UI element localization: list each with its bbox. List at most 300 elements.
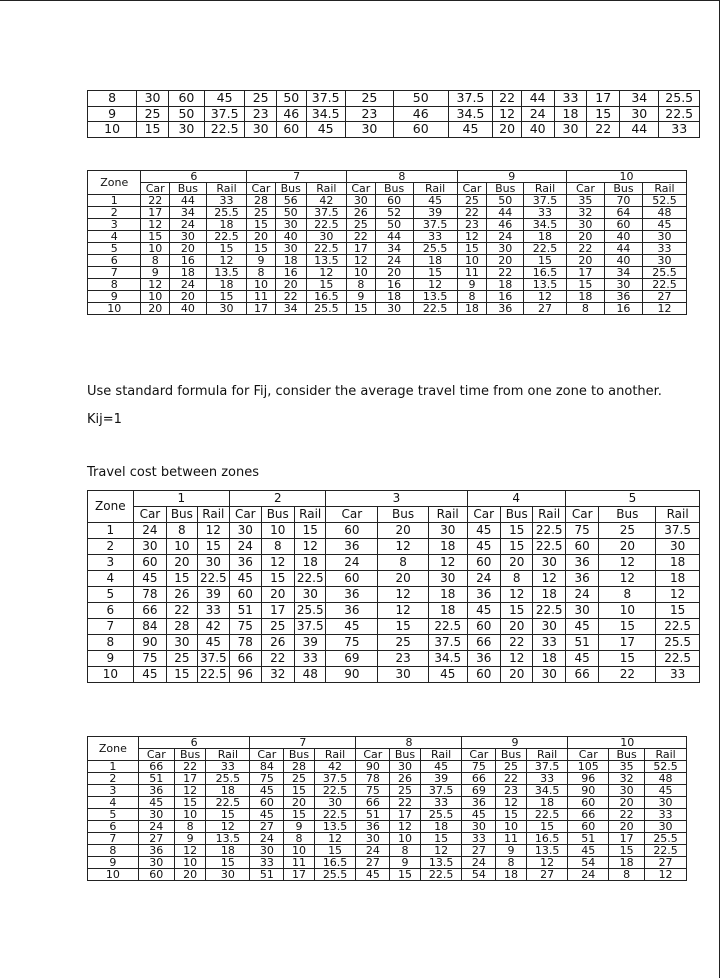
value-cell: 37.5	[413, 219, 457, 231]
value-cell: 17	[390, 809, 420, 821]
value-cell: 30	[138, 857, 174, 869]
value-cell: 40	[604, 231, 642, 243]
value-cell: 15	[206, 243, 246, 255]
value-cell: 11	[247, 291, 276, 303]
value-cell: 8	[378, 555, 429, 571]
value-cell: 13.5	[413, 291, 457, 303]
value-cell: 15	[457, 243, 487, 255]
mode-header: Car	[566, 183, 604, 195]
value-cell: 20	[169, 243, 206, 255]
value-cell: 8	[167, 523, 197, 539]
value-cell: 15	[496, 809, 526, 821]
value-cell: 33	[206, 195, 246, 207]
value-cell: 36	[326, 603, 378, 619]
value-cell: 15	[587, 106, 620, 122]
value-cell: 22.5	[306, 243, 346, 255]
value-cell: 30	[306, 231, 346, 243]
value-cell: 90	[568, 785, 609, 797]
zone-cell: 1	[88, 761, 139, 773]
value-cell: 10	[457, 255, 487, 267]
value-cell: 18	[206, 785, 250, 797]
travel-cost-table-zones-6-10	[87, 736, 687, 881]
table-row	[88, 523, 700, 539]
value-cell: 17	[566, 267, 604, 279]
value-cell: 36	[138, 785, 174, 797]
value-cell: 15	[284, 785, 314, 797]
value-cell: 18	[457, 303, 487, 315]
value-cell: 12	[533, 571, 565, 587]
value-cell: 30	[356, 833, 390, 845]
value-cell: 36	[467, 651, 500, 667]
value-cell: 17	[174, 773, 206, 785]
value-cell: 37.5	[295, 619, 326, 635]
value-cell: 18	[169, 267, 206, 279]
value-cell: 30	[390, 761, 420, 773]
value-cell: 22.5	[526, 809, 568, 821]
value-cell: 22.5	[656, 651, 700, 667]
value-cell: 30	[245, 122, 277, 138]
value-cell: 30	[656, 539, 700, 555]
value-cell: 13.5	[526, 845, 568, 857]
table-row	[88, 91, 700, 107]
value-cell: 25	[347, 219, 376, 231]
value-cell: 12	[378, 587, 429, 603]
value-cell: 18	[428, 587, 467, 603]
value-cell: 25	[599, 523, 656, 539]
value-cell: 22	[501, 635, 533, 651]
value-cell: 25.5	[206, 773, 250, 785]
zone-group-header: 10	[568, 737, 687, 749]
mode-header: Rail	[420, 749, 462, 761]
value-cell: 30	[428, 571, 467, 587]
value-cell: 15	[526, 821, 568, 833]
table-row	[88, 255, 687, 267]
value-cell: 9	[457, 279, 487, 291]
value-cell: 15	[501, 539, 533, 555]
value-cell: 13.5	[314, 821, 356, 833]
zone-group-header: 4	[467, 491, 565, 507]
value-cell: 25.5	[420, 809, 462, 821]
zone-group-header: 7	[250, 737, 356, 749]
value-cell: 69	[462, 785, 496, 797]
value-cell: 50	[487, 195, 524, 207]
value-cell: 22	[609, 809, 645, 821]
value-cell: 40	[275, 231, 306, 243]
value-cell: 60	[568, 821, 609, 833]
value-cell: 36	[138, 845, 174, 857]
value-cell: 75	[356, 785, 390, 797]
value-cell: 25	[345, 91, 393, 107]
value-cell: 66	[462, 773, 496, 785]
table-row	[88, 539, 700, 555]
mode-header: Bus	[167, 507, 197, 523]
value-cell: 17	[141, 207, 170, 219]
zone-header: Zone	[88, 171, 141, 195]
zone-cell: 7	[88, 833, 139, 845]
value-cell: 24	[487, 231, 524, 243]
value-cell: 34.5	[306, 106, 345, 122]
zone-cell: 9	[88, 857, 139, 869]
value-cell: 96	[568, 773, 609, 785]
value-cell: 30	[169, 231, 206, 243]
zone-cell: 9	[88, 651, 134, 667]
table-row	[88, 761, 687, 773]
value-cell: 12	[457, 231, 487, 243]
value-cell: 48	[642, 207, 686, 219]
value-cell: 52	[375, 207, 413, 219]
value-cell: 8	[566, 303, 604, 315]
value-cell: 15	[413, 267, 457, 279]
mode-header: Rail	[306, 183, 346, 195]
value-cell: 28	[284, 761, 314, 773]
value-cell: 8	[284, 833, 314, 845]
value-cell: 9	[496, 845, 526, 857]
mode-header: Rail	[295, 507, 326, 523]
value-cell: 17	[284, 869, 314, 881]
value-cell: 12	[206, 255, 246, 267]
value-cell: 20	[375, 267, 413, 279]
zone-group-header: 9	[462, 737, 568, 749]
value-cell: 25	[378, 635, 429, 651]
value-cell: 45	[413, 195, 457, 207]
mode-header: Bus	[275, 183, 306, 195]
value-cell: 60	[393, 122, 448, 138]
value-cell: 15	[247, 219, 276, 231]
mode-header: Car	[141, 183, 170, 195]
value-cell: 34	[275, 303, 306, 315]
value-cell: 22.5	[197, 571, 229, 587]
value-cell: 22.5	[197, 667, 229, 683]
value-cell: 18	[413, 255, 457, 267]
mode-header: Bus	[604, 183, 642, 195]
mode-header: Rail	[642, 183, 686, 195]
value-cell: 20	[174, 869, 206, 881]
value-cell: 32	[261, 667, 294, 683]
value-cell: 23	[345, 106, 393, 122]
value-cell: 60	[277, 122, 307, 138]
value-cell: 34	[375, 243, 413, 255]
value-cell: 36	[565, 555, 598, 571]
value-cell: 20	[247, 231, 276, 243]
value-cell: 17	[347, 243, 376, 255]
value-cell: 25	[496, 761, 526, 773]
value-cell: 22.5	[295, 571, 326, 587]
value-cell: 37.5	[526, 761, 568, 773]
value-cell: 8	[141, 255, 170, 267]
travel-time-table-zones-6-10	[87, 170, 687, 315]
value-cell: 22	[599, 667, 656, 683]
value-cell: 22	[587, 122, 620, 138]
value-cell: 20	[275, 279, 306, 291]
mode-header: Rail	[428, 507, 467, 523]
value-cell: 30	[295, 587, 326, 603]
mode-header: Car	[347, 183, 376, 195]
zone-group-header: 10	[566, 171, 686, 183]
value-cell: 24	[326, 555, 378, 571]
value-cell: 16.5	[524, 267, 567, 279]
value-cell: 22	[174, 761, 206, 773]
value-cell: 45	[306, 122, 345, 138]
value-cell: 12	[501, 651, 533, 667]
zone-cell: 6	[88, 603, 134, 619]
value-cell: 12	[496, 797, 526, 809]
value-cell: 24	[230, 539, 261, 555]
zone-cell: 1	[88, 523, 134, 539]
value-cell: 23	[496, 785, 526, 797]
zone-cell: 7	[88, 267, 141, 279]
value-cell: 20	[566, 231, 604, 243]
table-row	[88, 207, 687, 219]
value-cell: 33	[554, 91, 587, 107]
value-cell: 22	[347, 231, 376, 243]
value-cell: 35	[609, 761, 645, 773]
mode-header: Bus	[378, 507, 429, 523]
value-cell: 15	[206, 809, 250, 821]
value-cell: 105	[568, 761, 609, 773]
value-cell: 30	[487, 243, 524, 255]
zone-group-header: 5	[565, 491, 699, 507]
value-cell: 30	[533, 555, 565, 571]
value-cell: 66	[568, 809, 609, 821]
value-cell: 22.5	[642, 279, 686, 291]
value-cell: 69	[326, 651, 378, 667]
value-cell: 34	[169, 207, 206, 219]
value-cell: 30	[378, 667, 429, 683]
table-row	[88, 603, 700, 619]
value-cell: 45	[568, 845, 609, 857]
value-cell: 45	[356, 869, 390, 881]
value-cell: 18	[375, 291, 413, 303]
value-cell: 45	[133, 667, 166, 683]
table-row	[88, 635, 700, 651]
value-cell: 60	[138, 869, 174, 881]
value-cell: 10	[174, 857, 206, 869]
value-cell: 60	[168, 91, 204, 107]
value-cell: 13.5	[524, 279, 567, 291]
value-cell: 25	[137, 106, 169, 122]
value-cell: 12	[642, 303, 686, 315]
value-cell: 36	[487, 303, 524, 315]
value-cell: 45	[250, 785, 284, 797]
value-cell: 15	[656, 603, 700, 619]
zone-cell: 5	[88, 243, 141, 255]
value-cell: 9	[390, 857, 420, 869]
value-cell: 15	[206, 857, 250, 869]
value-cell: 23	[378, 651, 429, 667]
value-cell: 18	[526, 797, 568, 809]
value-cell: 24	[565, 587, 598, 603]
value-cell: 18	[533, 587, 565, 603]
zone-group-header: 8	[356, 737, 462, 749]
value-cell: 25	[284, 773, 314, 785]
mode-header: Rail	[206, 183, 246, 195]
value-cell: 27	[356, 857, 390, 869]
value-cell: 46	[393, 106, 448, 122]
cost-heading: Travel cost between zones	[87, 465, 260, 480]
value-cell: 30	[314, 797, 356, 809]
mode-header: Bus	[169, 183, 206, 195]
value-cell: 34.5	[448, 106, 493, 122]
mode-header: Bus	[609, 749, 645, 761]
zone-cell: 2	[88, 207, 141, 219]
value-cell: 66	[133, 603, 166, 619]
value-cell: 37.5	[197, 651, 229, 667]
value-cell: 66	[467, 635, 500, 651]
value-cell: 10	[141, 243, 170, 255]
value-cell: 9	[347, 291, 376, 303]
value-cell: 25	[245, 91, 277, 107]
value-cell: 22	[390, 797, 420, 809]
value-cell: 22	[496, 773, 526, 785]
value-cell: 20	[378, 523, 429, 539]
value-cell: 40	[521, 122, 554, 138]
mode-header: Rail	[197, 507, 229, 523]
value-cell: 30	[554, 122, 587, 138]
value-cell: 22	[167, 603, 197, 619]
value-cell: 25.5	[314, 869, 356, 881]
value-cell: 15	[284, 809, 314, 821]
mode-header: Rail	[206, 749, 250, 761]
table-row	[88, 821, 687, 833]
value-cell: 12	[501, 587, 533, 603]
value-cell: 12	[413, 279, 457, 291]
value-cell: 50	[277, 91, 307, 107]
value-cell: 39	[420, 773, 462, 785]
value-cell: 20	[141, 303, 170, 315]
value-cell: 37.5	[306, 91, 345, 107]
value-cell: 16	[275, 267, 306, 279]
mode-header: Car	[467, 507, 500, 523]
value-cell: 13.5	[206, 833, 250, 845]
value-cell: 20	[501, 619, 533, 635]
value-cell: 39	[413, 207, 457, 219]
value-cell: 37.5	[306, 207, 346, 219]
value-cell: 46	[277, 106, 307, 122]
value-cell: 36	[462, 797, 496, 809]
table-row	[88, 845, 687, 857]
value-cell: 15	[599, 619, 656, 635]
value-cell: 22	[141, 195, 170, 207]
value-cell: 30	[533, 619, 565, 635]
value-cell: 30	[138, 809, 174, 821]
zone-cell: 8	[88, 635, 134, 651]
value-cell: 22.5	[659, 106, 700, 122]
value-cell: 34	[604, 267, 642, 279]
value-cell: 34.5	[526, 785, 568, 797]
value-cell: 45	[138, 797, 174, 809]
value-cell: 15	[314, 845, 356, 857]
mode-header: Rail	[413, 183, 457, 195]
value-cell: 20	[378, 571, 429, 587]
value-cell: 12	[141, 279, 170, 291]
value-cell: 45	[197, 635, 229, 651]
mode-header: Bus	[375, 183, 413, 195]
value-cell: 16.5	[314, 857, 356, 869]
value-cell: 8	[347, 279, 376, 291]
zone-group-header: 3	[326, 491, 467, 507]
value-cell: 16	[487, 291, 524, 303]
zone-cell: 7	[88, 619, 134, 635]
value-cell: 25	[261, 619, 294, 635]
value-cell: 15	[501, 523, 533, 539]
table-row	[88, 291, 687, 303]
table-row	[88, 869, 687, 881]
value-cell: 37.5	[420, 785, 462, 797]
value-cell: 60	[565, 539, 598, 555]
value-cell: 12	[493, 106, 521, 122]
zone-cell: 10	[88, 303, 141, 315]
value-cell: 37.5	[524, 195, 567, 207]
value-cell: 34.5	[428, 651, 467, 667]
table-row	[88, 833, 687, 845]
value-cell: 15	[167, 667, 197, 683]
value-cell: 15	[174, 797, 206, 809]
value-cell: 20	[501, 667, 533, 683]
value-cell: 25.5	[295, 603, 326, 619]
value-cell: 22	[261, 651, 294, 667]
value-cell: 11	[496, 833, 526, 845]
value-cell: 36	[326, 587, 378, 603]
value-cell: 17	[599, 635, 656, 651]
value-cell: 30	[167, 635, 197, 651]
value-cell: 12	[197, 523, 229, 539]
value-cell: 8	[390, 845, 420, 857]
value-cell: 18	[420, 821, 462, 833]
value-cell: 24	[356, 845, 390, 857]
value-cell: 15	[167, 571, 197, 587]
zone-cell: 10	[88, 869, 139, 881]
value-cell: 18	[609, 857, 645, 869]
value-cell: 18	[656, 571, 700, 587]
value-cell: 30	[133, 539, 166, 555]
zone-cell: 9	[88, 106, 137, 122]
value-cell: 33	[413, 231, 457, 243]
instruction-text: Use standard formula for Fij, consider the average travel time from one zone to another.	[87, 384, 662, 399]
value-cell: 51	[250, 869, 284, 881]
mode-header: Car	[230, 507, 261, 523]
value-cell: 54	[568, 857, 609, 869]
value-cell: 60	[604, 219, 642, 231]
value-cell: 20	[566, 255, 604, 267]
value-cell: 44	[375, 231, 413, 243]
value-cell: 12	[306, 267, 346, 279]
value-cell: 90	[133, 635, 166, 651]
value-cell: 24	[133, 523, 166, 539]
value-cell: 12	[347, 255, 376, 267]
value-cell: 52.5	[642, 195, 686, 207]
zone-cell: 5	[88, 809, 139, 821]
value-cell: 17	[609, 833, 645, 845]
value-cell: 13.5	[420, 857, 462, 869]
value-cell: 90	[356, 761, 390, 773]
value-cell: 15	[390, 869, 420, 881]
value-cell: 28	[167, 619, 197, 635]
value-cell: 48	[645, 773, 687, 785]
value-cell: 60	[568, 797, 609, 809]
value-cell: 45	[428, 667, 467, 683]
mode-header: Bus	[284, 749, 314, 761]
value-cell: 70	[604, 195, 642, 207]
value-cell: 10	[247, 279, 276, 291]
mode-header: Car	[356, 749, 390, 761]
value-cell: 22.5	[306, 219, 346, 231]
mode-header: Rail	[524, 183, 567, 195]
value-cell: 23	[245, 106, 277, 122]
mode-header: Rail	[314, 749, 356, 761]
value-cell: 78	[230, 635, 261, 651]
value-cell: 12	[420, 845, 462, 857]
value-cell: 30	[642, 231, 686, 243]
